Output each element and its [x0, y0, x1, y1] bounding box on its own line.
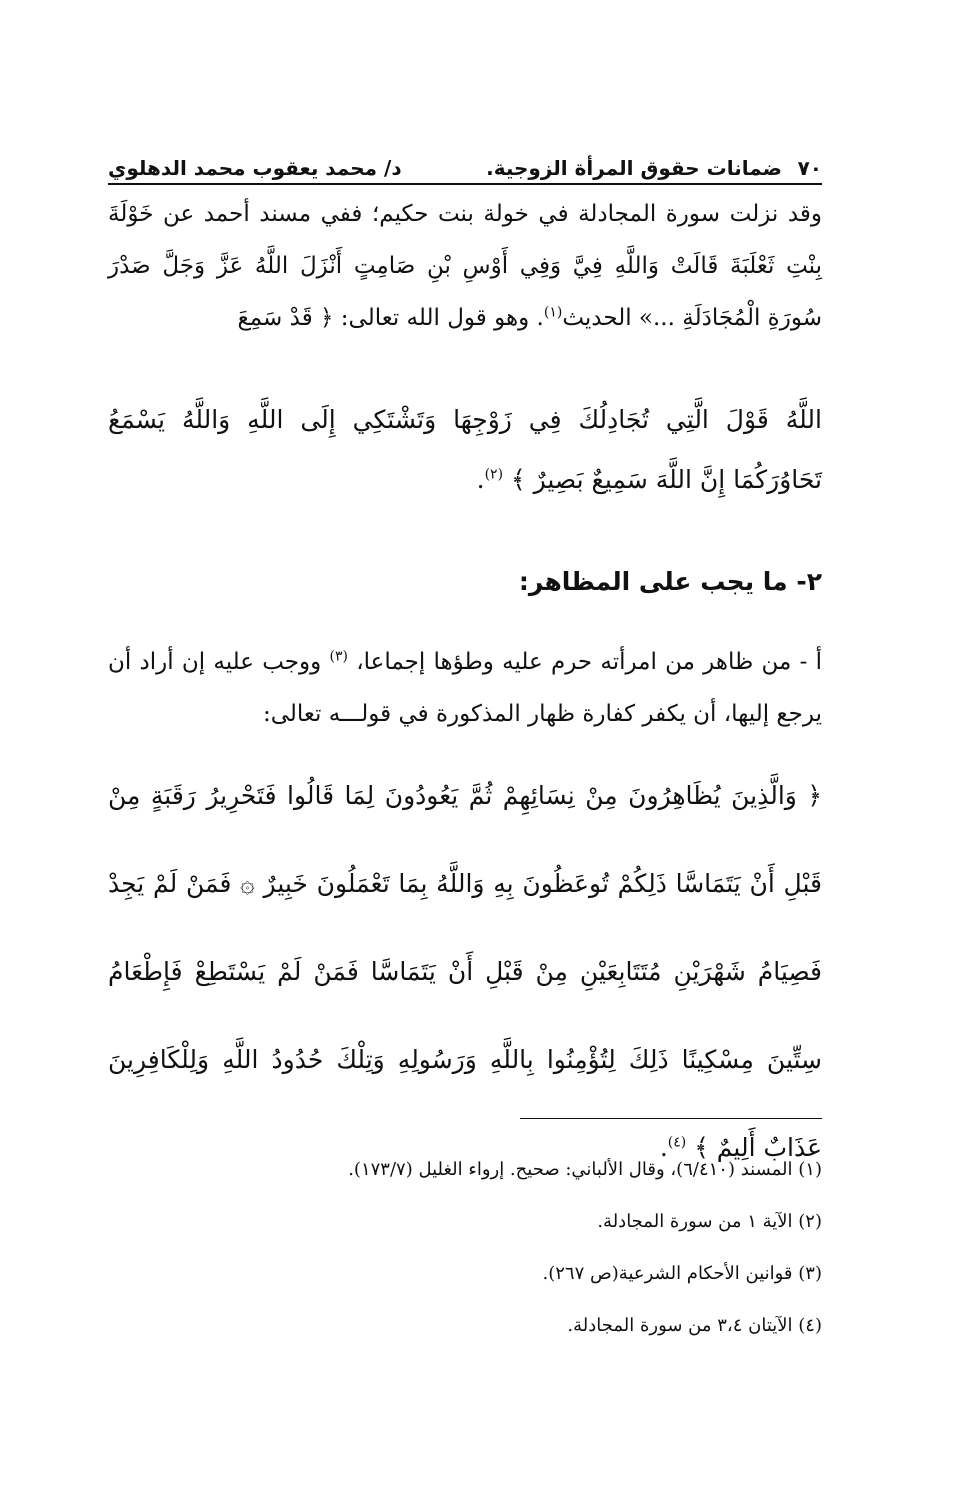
header-rule: [108, 183, 822, 185]
paragraph-zihar: [108, 636, 822, 740]
section-heading: ٢- ما يجب على المظاهر:: [518, 567, 822, 596]
quran-verse-mujadila-1: [108, 390, 822, 510]
footnote-ref-4: (٤): [667, 1134, 687, 1151]
paragraph-khawla: [108, 188, 822, 344]
book-title: ضمانات حقوق المرأة الزوجية.: [486, 156, 782, 180]
footnote-item: (١) المسند (٦/٤١٠)، وقال الألباني: صحيح. إرواء الغليل (١٧٣/٧).: [348, 1159, 822, 1180]
verse-end: .: [659, 1133, 668, 1162]
running-header: [108, 150, 822, 186]
footnotes-list: [108, 1148, 822, 1356]
author-name: د/ محمد يعقوب محمد الدهلوي: [108, 156, 402, 180]
footnote-item: (٤) الآيتان ٣،٤ من سورة المجادلة.: [567, 1315, 822, 1336]
verse-end: .: [476, 465, 485, 494]
footnote-ref-1: (١): [543, 304, 563, 321]
footnote-ref-2: (٢): [484, 466, 504, 483]
footnote-item: (٢) الآية ١ من سورة المجادلة.: [597, 1211, 822, 1232]
quran-verse-mujadila-3-4: [108, 752, 822, 1192]
paragraph-text: أ - من ظاهر من امرأته حرم عليه وطؤها إجماعا،: [356, 649, 823, 675]
paragraph-text: وقد نزلت سورة المجادلة في خولة بنت حكيم؛ ففي مسند أحمد عن خَوْلَةَ بِنْتِ ثَعْلَبَةَ قَالَتْ وَاللَّهِ فِيَّ وَفِي أَوْسِ بْنِ صَامِتٍ أَنْزَلَ اللَّهُ عَزَّ وَجَلَّ صَدْرَ سُورَةِ الْمُجَادَلَةِ ...» الحديث: [108, 201, 822, 331]
paragraph-text: ووجب عليه إن أراد أن يرجع إليها، أن يكفر كفارة ظهار المذكورة في قولـــه تعالى:: [108, 649, 822, 727]
page-number: ٧٠: [797, 156, 822, 180]
footnote-separator: [520, 1118, 822, 1119]
footnote-ref-3: (٣): [329, 648, 348, 665]
paragraph-text: . وهو قول الله تعالى: ﴿ قَدْ سَمِعَ: [237, 305, 544, 331]
footnote-item: (٣) قوانين الأحكام الشرعية(ص ٢٦٧).: [542, 1263, 822, 1284]
verse-text: ﴿ وَالَّذِينَ يُظَاهِرُونَ مِنْ نِسَائِهِمْ ثُمَّ يَعُودُونَ لِمَا قَالُوا فَتَحْرِيرُ رَقَبَةٍ مِنْ قَبْلِ أَنْ يَتَمَاسَّا ذَلِكُمْ تُوعَظُونَ بِهِ وَاللَّهُ بِمَا تَعْمَلُونَ خَبِيرٌ ۞ فَمَنْ لَمْ يَجِدْ فَصِيَامُ شَهْرَيْنِ مُتَتَابِعَيْنِ مِنْ قَبْلِ أَنْ يَتَمَاسَّا فَمَنْ لَمْ يَسْتَطِعْ فَإِطْعَامُ سِتِّينَ مِسْكِينًا ذَلِكَ لِتُؤْمِنُوا بِاللَّهِ وَرَسُولِهِ وَتِلْكَ حُدُودُ اللَّهِ وَلِلْكَافِرِينَ عَذَابٌ أَلِيمٌ ﴾: [108, 781, 822, 1162]
verse-text: اللَّهُ قَوْلَ الَّتِي تُجَادِلُكَ فِي زَوْجِهَا وَتَشْتَكِي إِلَى اللَّهِ وَاللَّهُ يَسْمَعُ تَحَاوُرَكُمَا إِنَّ اللَّهَ سَمِيعٌ بَصِيرٌ ﴾: [108, 405, 822, 494]
